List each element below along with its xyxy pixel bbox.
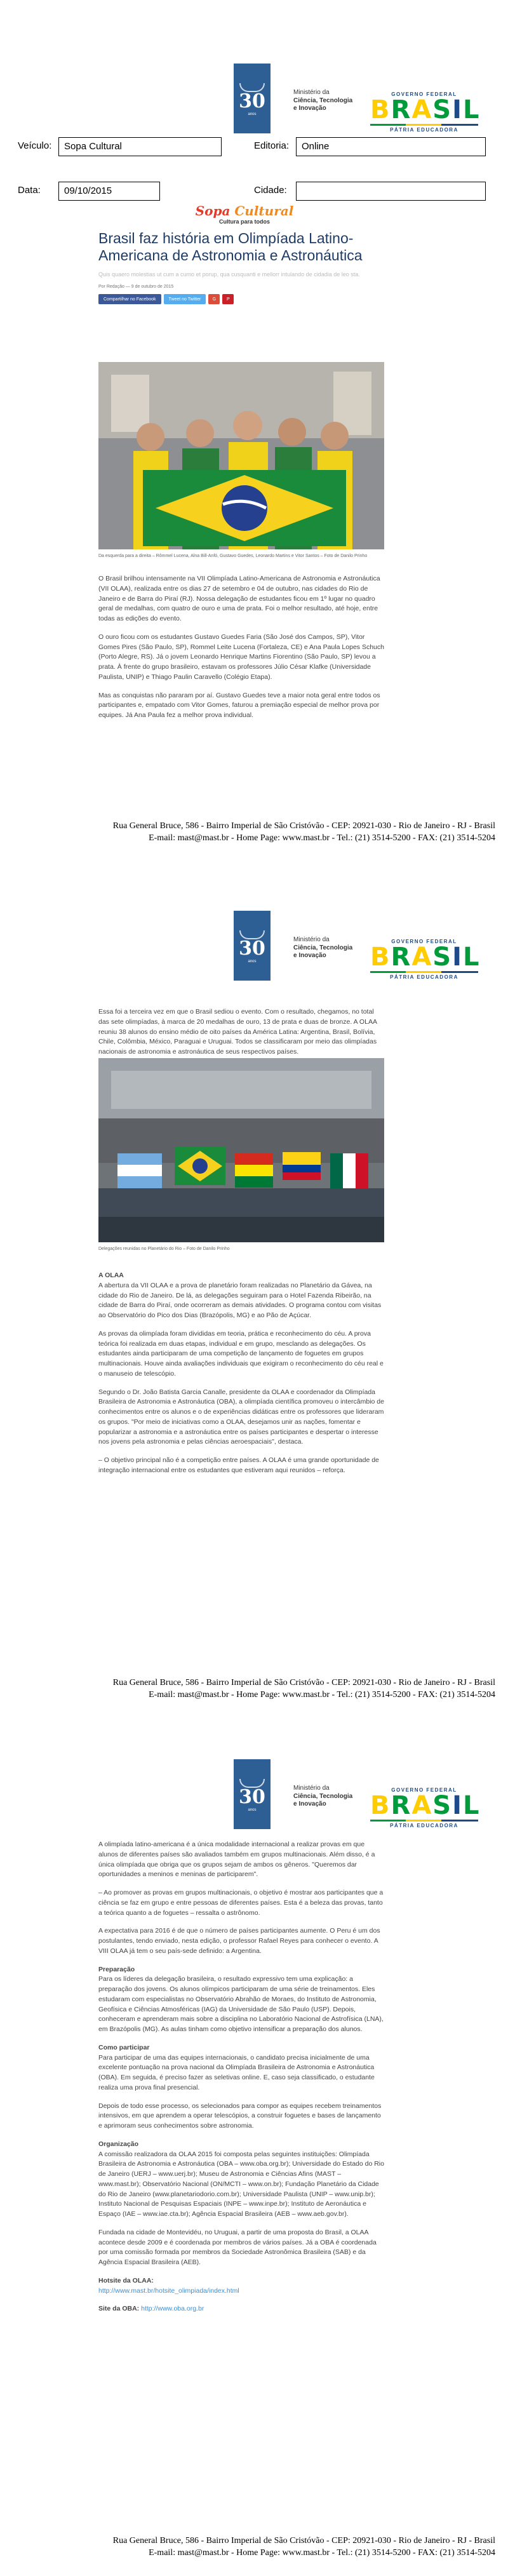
sopa-cultural-logo: Sopa Cultural Cultura para todos bbox=[195, 203, 294, 225]
cidade-label: Cidade: bbox=[254, 185, 287, 196]
veiculo-label: Veículo: bbox=[18, 140, 52, 151]
mast-logo-number: 30 bbox=[239, 1786, 265, 1808]
document-page-2 bbox=[0, 860, 508, 1718]
editoria-label: Editoria: bbox=[254, 140, 290, 151]
delegations-photo-image bbox=[98, 1058, 384, 1242]
section-heading: Site da OBA: bbox=[98, 2305, 140, 2313]
document-page-3 bbox=[0, 1718, 508, 2576]
section-heading: Como participar bbox=[98, 2043, 150, 2051]
editoria-field: Online bbox=[296, 137, 486, 156]
paragraph: Para os líderes da delegação brasileira, o resultado expressivo tem uma explicação: a preparação dos jovens. Os alunos olímpicos participaram de uma série de treinamentos. Eles estudaram com especialistas no Observatório Abrahão de Moraes, do Instituto de Astronomia, Geofísica e Ciências Atmosféricas (IAG) da Universidade de São Paulo (USP). Depois, conheceram e aprenderam mais sobre a disciplina no Laboratório Nacional de Astrofísica (LNA), em Brazópolis (MG). As aulas tinham como objetivo intensificar a preparação dos alunos. bbox=[98, 1975, 384, 2033]
document-page-1 bbox=[0, 0, 508, 860]
article-byline: Por Redação — 9 de outubro de 2015 bbox=[98, 285, 174, 290]
mast-logo-number: 30 bbox=[239, 90, 265, 112]
section-heading: Organização bbox=[98, 2140, 139, 2148]
article-body-2 bbox=[98, 1007, 384, 1066]
delegations-photo bbox=[98, 1058, 384, 1242]
paragraph: Depois de todo esse processo, os selecionados para compor as equipes recebem treinamentos intensivos, em que aprendem a operar telescópios, a construir foguetes e bases de lançamento e aprimoram seus conhecimentos sobre astronomia. bbox=[98, 2102, 382, 2130]
paragraph: A expectativa para 2016 é de que o número de países participantes aumente. O Peru é um dos postulantes, tendo enviado, nesta edição, o professor Rafael Reyes para conhecer o evento. A VIII OLAA já tem o seu país-sede definido: a Argentina. bbox=[98, 1927, 380, 1955]
section-heading: Hotsite da OLAA: bbox=[98, 2276, 154, 2284]
section-heading: Preparação bbox=[98, 1965, 135, 1973]
paragraph: Fundada na cidade de Montevidéu, no Uruguai, a partir de uma proposta do Brasil, a OLAA acontece desde 2009 e é coordenada por membros de vários países. Já a OBA é coordenada por uma comissão formada por membros da Sociedade Astronômica Brasileira (SAB) e da Agência Espacial Brasileira (AEB). bbox=[98, 2228, 377, 2266]
ministry-logo-text: Ministério da Ciência, Tecnologia e Inovação bbox=[293, 1785, 353, 1808]
cidade-field bbox=[296, 182, 486, 201]
photo-caption-2: Delegações reunidas no Planetário do Rio – Foto de Danilo Prinho bbox=[98, 1247, 230, 1251]
mast-30-logo bbox=[234, 911, 271, 981]
section-heading: A OLAA bbox=[98, 1271, 124, 1280]
mast-30-logo bbox=[234, 1759, 271, 1829]
paragraph: O Brasil brilhou intensamente na VII Olimpíada Latino-Americana de Astronomia e Astronáutica (VII OLAA), realizada entre os dias 27 de setembro e 04 de outubro, nas cidades do Rio de Janeiro e de Barra do Piraí (RJ). Nossa delegação de estudantes ficou em 1º lugar no quadro geral de medalhas, com quatro de ouro e uma de prata. Foi o melhor resultado, até hoje, entre todas as edições do evento. bbox=[98, 575, 380, 623]
article-header bbox=[98, 230, 384, 304]
paragraph: Para participar de uma das equipes internacionais, o candidato precisa inicialmente de uma excelente pontuação na prova nacional da Olimpíada Brasileira de Astronomia e Astronáutica (OBA). Em seguida, é preciso fazer as seletivas online. E, caso seja classificado, o estudante realiza uma prova final presencial. bbox=[98, 2053, 375, 2091]
paragraph: A olimpíada latino-americana é a única modalidade internacional a realizar provas em que alunos de diferentes países são avaliados também em grupos multinacionais. Além disso, é a única olimpíada que obriga que os grupos sejam de ambos os gêneros. "Queremos dar oportunidades a meninos e meninas de participarem". bbox=[98, 1841, 375, 1879]
ministry-logo-text: Ministério da Ciência, Tecnologia e Inovação bbox=[293, 89, 353, 112]
olaa-hotsite-link[interactable]: http://www.mast.br/hotsite_olimpiada/index.html bbox=[98, 2286, 239, 2295]
governo-federal-logo: GOVERNO FEDERAL BRASIL PÁTRIA EDUCADORA bbox=[370, 939, 481, 980]
oba-site-link[interactable]: http://www.oba.org.br bbox=[141, 2305, 204, 2313]
article-subtitle: Quis quaero molestias ut cum a cumo et porup, qua cusquanti e mellorr intulando de cidadia de leo sta. bbox=[98, 271, 360, 278]
paragraph: As provas da olimpíada foram divididas em teoria, prática e reconhecimento do céu. A prova teórica foi realizada em duas etapas, individual e em grupo, mesclando as delegações. Os estudantes ainda participaram de uma competição de lançamento de foguetes em grupos multinacionais. Houve ainda avaliações individuais que exigiram o reconhecimento do céu real e o manuseio de telescópio. bbox=[98, 1329, 384, 1378]
article-body-1 bbox=[98, 553, 384, 729]
institution-footer: Rua General Bruce, 586 - Bairro Imperial de São Cristóvão - CEP: 20921-030 - Rio de Janeiro - RJ - Brasil E-mail: mast@mast.br - Home Page: www.mast.br - Tel.: (21) 3514-5200 - FAX: (21) 3514-5204 bbox=[112, 821, 495, 843]
paragraph: O ouro ficou com os estudantes Gustavo Guedes Faria (São José dos Campos, SP), Vitor Gomes Pires (São Paulo, SP), Rommel Leite Lucena (Fortaleza, CE) e Ana Paula Lopes Schuch (Porto Alegre, RS). Já o jovem Leonardo Henrique Martins Fiorentino (São Paulo, SP) levou a prata. À frente do grupo brasileiro, estavam os professores Júlio César Klafke (Universidade Paulista, UNIP) e Thiago Paulin Caravello (Colégio Etapa). bbox=[98, 633, 384, 681]
team-photo-image bbox=[98, 362, 384, 549]
mast-30-logo bbox=[234, 64, 271, 133]
institution-footer: Rua General Bruce, 586 - Bairro Imperial de São Cristóvão - CEP: 20921-030 - Rio de Janeiro - RJ - Brasil E-mail: mast@mast.br - Home Page: www.mast.br - Tel.: (21) 3514-5200 - FAX: (21) 3514-5204 bbox=[112, 1678, 495, 1700]
mast-logo-number: 30 bbox=[239, 937, 265, 960]
paragraph: A comissão realizadora da OLAA 2015 foi composta pelas seguintes instituições: Olimpíada Brasileira de Astronomia e Astronáutica (OBA – www.oba.org.br); Universidade do Estado do Rio de Janeiro (UERJ – www.uerj.br); Museu de Astronomia e Ciências Afins (MAST – www.mast.br); Observatório Nacional (ON/MCTI – www.on.br); Fundação Planetário da Cidade do Rio de Janeiro (www.planetariodorio.com.br); Universidade Paulista (UNIP – www.unip.br); Instituto Nacional de Pesquisas Espaciais (INPE – www.inpe.br); Instituto de Aeronáutica e Espaço (IAE – www.iae.cta.br); Agência Espacial Brasileira (AEB – www.aeb.gov.br). bbox=[98, 2150, 384, 2218]
share-facebook-button[interactable]: Compartilhar no Facebook bbox=[98, 294, 161, 304]
article-body-3 bbox=[98, 1246, 384, 1484]
header-logos bbox=[0, 911, 508, 981]
photo-caption-1: Da esquerda para a direita – Rômmel Lucena, Alna Bill-Anfó, Gustavo Guedes, Leonardo Martins e Vitor Santos – Foto de Danilo Prinho bbox=[98, 554, 368, 558]
governo-federal-logo: GOVERNO FEDERAL BRASIL PÁTRIA EDUCADORA bbox=[370, 91, 481, 133]
ministry-logo-text: Ministério da Ciência, Tecnologia e Inovação bbox=[293, 936, 353, 959]
data-label: Data: bbox=[18, 185, 41, 196]
governo-federal-logo: GOVERNO FEDERAL BRASIL PÁTRIA EDUCADORA bbox=[370, 1787, 481, 1828]
share-googleplus-button[interactable]: G bbox=[208, 294, 220, 304]
team-photo bbox=[98, 362, 384, 549]
article-body-4 bbox=[98, 1840, 384, 2314]
data-field: 09/10/2015 bbox=[58, 182, 160, 201]
header-logos bbox=[0, 64, 508, 133]
brasil-wordmark: BRASIL bbox=[370, 1791, 481, 1820]
mast-logo-caption: anos bbox=[248, 960, 257, 963]
mast-logo-caption: anos bbox=[248, 1808, 257, 1812]
mast-logo-caption: anos bbox=[248, 112, 257, 116]
share-twitter-button[interactable]: Tweet no Twitter bbox=[164, 294, 206, 304]
brasil-wordmark: BRASIL bbox=[370, 943, 481, 972]
paragraph: – Ao promover as provas em grupos multinacionais, o objetivo é mostrar aos participantes que a ciência se faz em grupo e entre pessoas de diferentes países. Esta é a beleza das provas, tanto a teórica quanto a de foguetes – ressalta o astrônomo. bbox=[98, 1889, 384, 1917]
brasil-wordmark: BRASIL bbox=[370, 95, 481, 124]
header-logos bbox=[0, 1759, 508, 1829]
article-title: Brasil faz história em Olimpíada Latino-Americana de Astronomia e Astronáutica bbox=[98, 230, 363, 264]
paragraph: A abertura da VII OLAA e a prova de planetário foram realizadas no Planetário da Gávea, na cidade do Rio de Janeiro. De lá, as delegações seguiram para o Hotel Fazenda Ribeirão, na cidade de Barra do Piraí, onde ocorreram as demais atividades. O programa contou com visitas ao Observatório do Pico dos Dias (Brazópolis, MG) e ao Pão de Açúcar. bbox=[98, 1281, 382, 1320]
paragraph: Mas as conquistas não pararam por aí. Gustavo Guedes teve a maior nota geral entre todos os participantes e, empatado com Vitor Gomes, faturou a premiação especial de melhor prova por equipes. Já Ana Paula fez a melhor prova individual. bbox=[98, 691, 380, 720]
paragraph: – O objetivo principal não é a competição entre países. A OLAA é uma grande oportunidade de integração internacional entre os estudantes que estiveram aqui reunidos – reforça. bbox=[98, 1456, 379, 1474]
veiculo-field: Sopa Cultural bbox=[58, 137, 222, 156]
paragraph: Essa foi a terceira vez em que o Brasil sediou o evento. Com o resultado, chegamos, no total das sete olimpíadas, à marca de 20 medalhas de ouro, 13 de prata e duas de bronze. A OLAA reuniu 38 alunos do ensino médio de oito países da América Latina: Argentina, Brasil, Bolívia, Chile, Colômbia, México, Paraguai e Uruguai. Todos se classificaram por meio das olimpíadas nacionais de astronomia e astronáutica de seus respectivos países. bbox=[98, 1008, 377, 1056]
institution-footer: Rua General Bruce, 586 - Bairro Imperial de São Cristóvão - CEP: 20921-030 - Rio de Janeiro - RJ - Brasil E-mail: mast@mast.br - Home Page: www.mast.br - Tel.: (21) 3514-5200 - FAX: (21) 3514-5204 bbox=[112, 2536, 495, 2558]
share-bar bbox=[98, 294, 384, 304]
share-pinterest-button[interactable]: P bbox=[222, 294, 234, 304]
paragraph: Segundo o Dr. João Batista Garcia Canalle, presidente da OLAA e coordenador da Olimpíada Brasileira de Astronomia e Astronáutica (OBA), a olimpíada científica promoveu o intercâmbio de conhecimentos entre os alunos e o de experiências didáticas entre os professores que lideraram os grupos. "Por meio de iniciativas como a OLAA, desejamos unir as nações, fomentar e popularizar a astronomia e a astronáutica entre os países participantes e despertar o interesse nos jovens pela astronomia e pelas ciências aeroespaciais", destaca. bbox=[98, 1388, 384, 1446]
